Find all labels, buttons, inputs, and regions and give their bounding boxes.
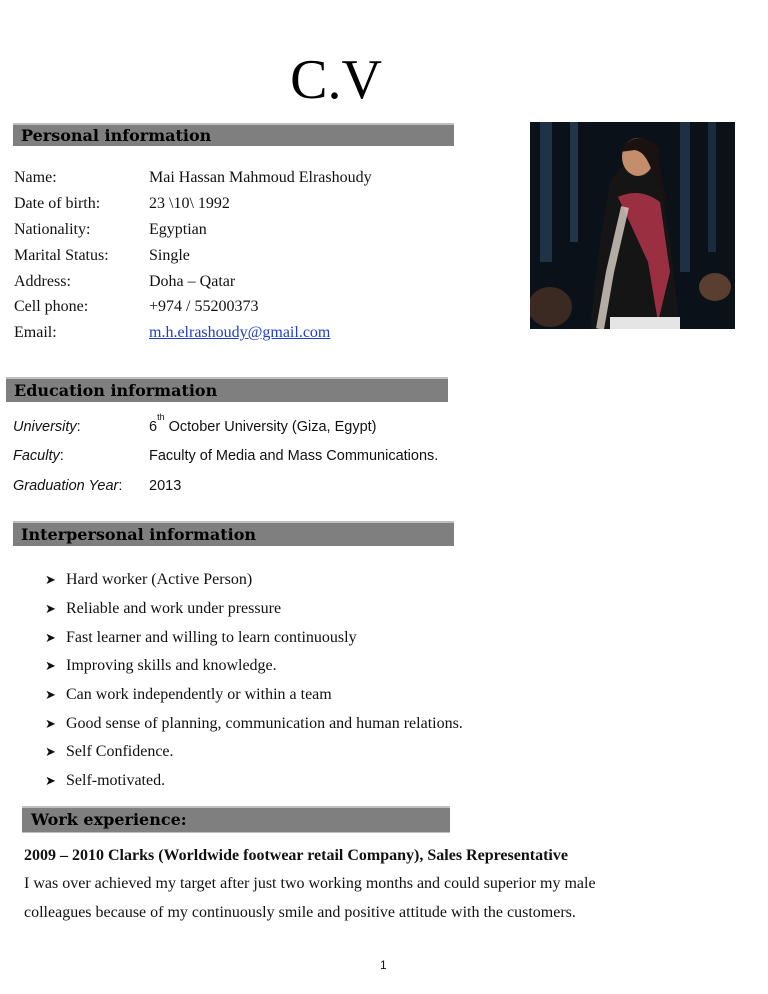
profile-photo [530, 122, 735, 329]
job-description-line-1: I was over achieved my target after just two working months and could superior my male [24, 875, 596, 892]
divider [22, 832, 450, 833]
section-heading-interpersonal: Interpersonal information [21, 525, 257, 544]
marital-value: Single [149, 247, 190, 264]
arrow-right-icon: ➤ [45, 601, 56, 616]
section-bar-education [6, 377, 448, 402]
dob-value: 23 \10\ 1992 [149, 195, 230, 212]
grad-value: 2013 [149, 478, 182, 494]
list-item-text: Fast learner and willing to learn continuously [66, 629, 357, 646]
list-item-text: Reliable and work under pressure [66, 600, 282, 617]
nationality-value: Egyptian [149, 221, 207, 238]
job-description-line-2: colleagues because of my continuously smile and positive attitude with the customers. [24, 904, 576, 921]
university-label: University [13, 419, 77, 435]
list-item-text: Improving skills and knowledge. [66, 657, 277, 674]
dob-label: Date of birth: [14, 195, 101, 212]
phone-label: Cell phone: [14, 298, 89, 315]
arrow-right-icon: ➤ [45, 658, 56, 673]
page-number: 1 [380, 958, 387, 972]
address-value: Doha – Qatar [149, 273, 236, 290]
name-label: Name: [14, 169, 57, 186]
section-heading-personal: Personal information [21, 126, 212, 145]
email-link[interactable]: m.h.elrashoudy@gmail.com [149, 324, 331, 341]
job-title: 2009 – 2010 Clarks (Worldwide footwear retail Company), Sales Representative [24, 847, 568, 864]
section-heading-education: Education information [14, 381, 218, 400]
list-item [45, 685, 332, 705]
faculty-colon: : [59, 448, 64, 464]
arrow-right-icon: ➤ [45, 773, 56, 788]
university-label-row [13, 417, 81, 437]
list-item [45, 570, 252, 590]
university-rest: October University (Giza, Egypt) [164, 419, 377, 435]
faculty-value: Faculty of Media and Mass Communications. [149, 448, 439, 464]
university-value [149, 412, 377, 438]
list-item [45, 656, 277, 676]
list-item [45, 628, 357, 648]
arrow-right-icon: ➤ [45, 744, 56, 759]
list-item-text: Self-motivated. [66, 772, 166, 789]
faculty-label: Faculty [13, 448, 60, 464]
faculty-label-row [13, 446, 64, 466]
grad-label-row [13, 476, 122, 496]
list-item-text: Can work independently or within a team [66, 686, 332, 703]
university-number: 6 [149, 419, 158, 435]
list-item [45, 714, 463, 734]
list-item-text: Hard worker (Active Person) [66, 571, 253, 588]
arrow-right-icon: ➤ [45, 630, 56, 645]
phone-value: +974 / 55200373 [149, 298, 259, 315]
section-heading-work: Work experience: [31, 810, 187, 829]
arrow-right-icon: ➤ [45, 687, 56, 702]
grad-label: Graduation Year [13, 478, 119, 494]
list-item-text: Self Confidence. [66, 743, 174, 760]
university-colon: : [76, 419, 81, 435]
list-item-text: Good sense of planning, communication and human relations. [66, 715, 463, 732]
arrow-right-icon: ➤ [45, 716, 56, 731]
list-item [45, 742, 174, 762]
nationality-label: Nationality: [14, 221, 91, 238]
page-title: C.V [290, 49, 382, 111]
university-superscript: th [157, 412, 165, 422]
grad-colon: : [118, 478, 123, 494]
marital-label: Marital Status: [14, 247, 109, 264]
email-label: Email: [14, 324, 57, 341]
list-item [45, 599, 281, 619]
section-bar-personal [13, 123, 454, 146]
arrow-right-icon: ➤ [45, 572, 56, 587]
section-bar-work [22, 806, 450, 832]
list-item [45, 771, 165, 791]
section-bar-interpersonal [13, 521, 454, 546]
profile-photo-image [530, 122, 735, 329]
name-value: Mai Hassan Mahmoud Elrashoudy [149, 169, 372, 186]
address-label: Address: [14, 273, 71, 290]
